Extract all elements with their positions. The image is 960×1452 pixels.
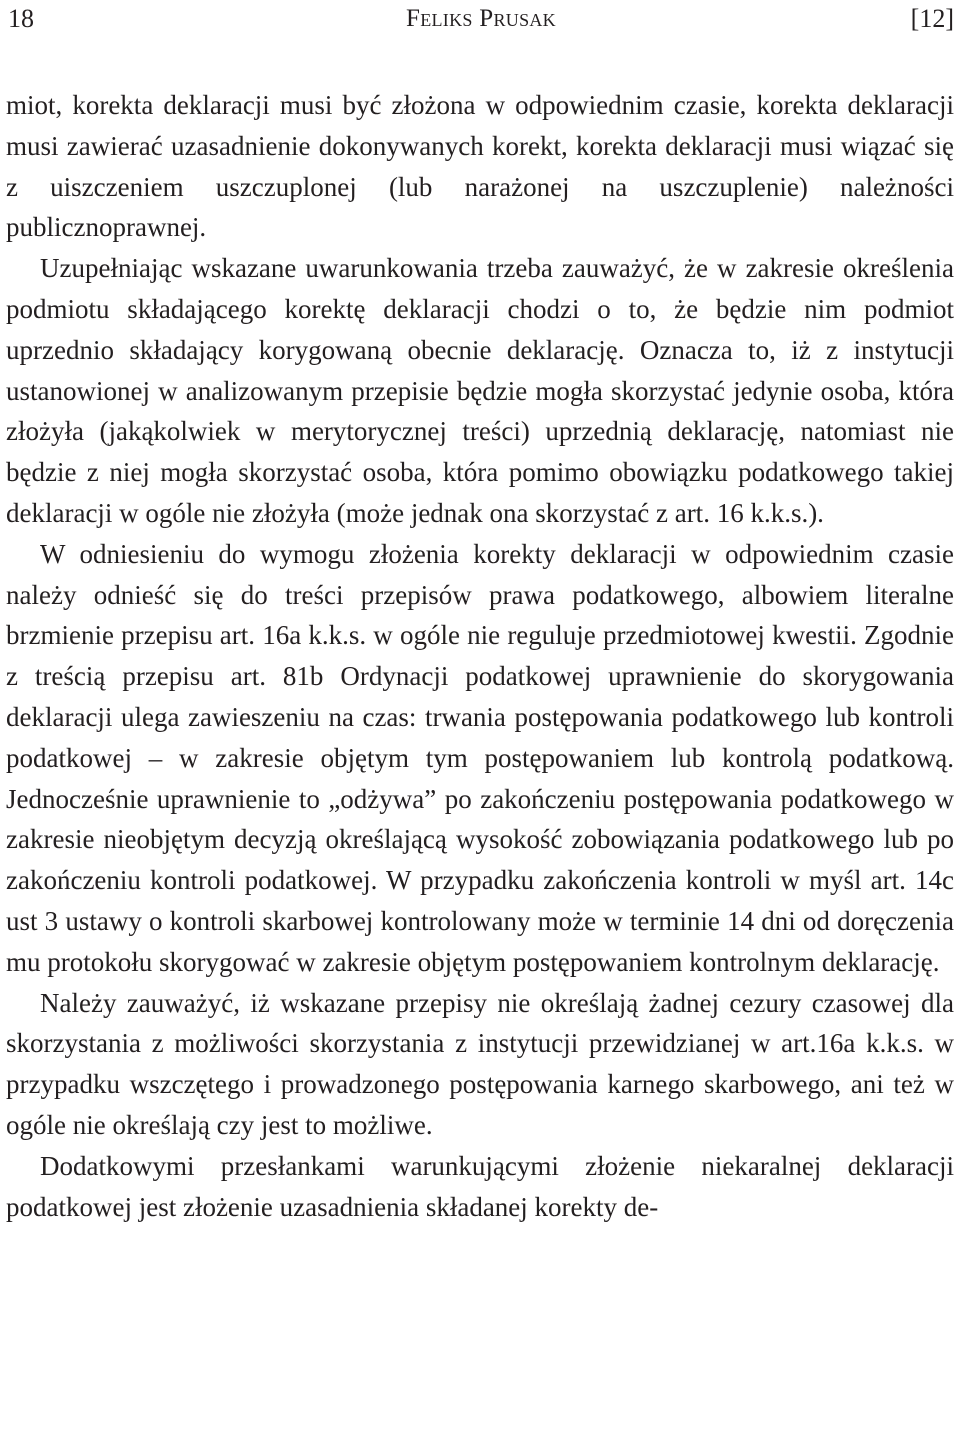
running-header-author: Feliks Prusak bbox=[406, 5, 556, 32]
paragraph: Dodatkowymi przesłankami warunkującymi złożenie niekaralnej deklaracji podatkowej jest złożenie uzasadnienia składanej korekty de- bbox=[6, 1150, 954, 1222]
paragraph: miot, korekta deklaracji musi być złożona w odpowiednim czasie, korekta deklaracji musi zawierać uzasadnienie dokonywanych korekt, korekta deklaracji musi wiązać się z uiszczeniem uszczuplonej (lub narażonej na uszczuplenie) należności publicznoprawnej. bbox=[6, 90, 954, 243]
paragraph: W odniesieniu do wymogu złożenia korekty deklaracji w odpowiednim czasie należy odnieść się do treści przepisów prawa podatkowego, albowiem literalne brzmienie przepisu art. 16a k.k.s. w ogóle nie reguluje przedmiotowej kwestii. Zgodnie z treścią przepisu art. 81b Ordynacji podatkowej uprawnienie do skorygowania deklaracji ulega zawieszeniu na czas: trwania postępowania podatkowego lub kontroli podatkowej – w zakresie objętym tym postępowaniem lub kontrolą podatkową. Jednocześnie uprawnienie to „odżywa” po zakończeniu postępowania podatkowego w zakresie nieobjętym decyzją określającą wysokość zobowiązania podatkowego lub po zakończeniu kontroli podatkowej. W przypadku zakończenia kontroli w myśl art. 14c ust 3 ustawy o kontroli skarbowej kontrolowany może w terminie 14 dni od doręczenia mu protokołu skorygować w zakresie objętym postępowaniem kontrolnym deklarację. bbox=[6, 538, 954, 977]
page-number: 18 bbox=[8, 4, 34, 33]
body-text bbox=[6, 85, 954, 1227]
running-header bbox=[8, 2, 954, 36]
paragraph: Uzupełniając wskazane uwarunkowania trzeba zauważyć, że w zakresie określenia podmiotu składającego korektę deklaracji chodzi o to, że będzie nim podmiot uprzednio składający korygowaną obecnie deklarację. Oznacza to, iż z instytucji ustanowionej w analizowanym przepisie będzie mogła skorzystać jedynie osoba, która złożyła (jakąkolwiek w merytorycznej treści) uprzednią deklarację, natomiast nie będzie z niej mogła skorzystać osoba, która pomimo obowiązku podatkowego takiej deklaracji w ogóle nie złożyła (może jednak ona skorzystać z art. 16 k.k.s.). bbox=[6, 253, 954, 528]
paragraph: Należy zauważyć, iż wskazane przepisy nie określają żadnej cezury czasowej dla skorzystania z możliwości skorzystania z instytucji przewidzianej w art.16a k.k.s. w przypadku wszczętego i prowadzonego postępowania karnego skarbowego, ani też w ogóle nie określają czy jest to możliwe. bbox=[6, 987, 954, 1140]
section-number: [12] bbox=[910, 4, 954, 33]
